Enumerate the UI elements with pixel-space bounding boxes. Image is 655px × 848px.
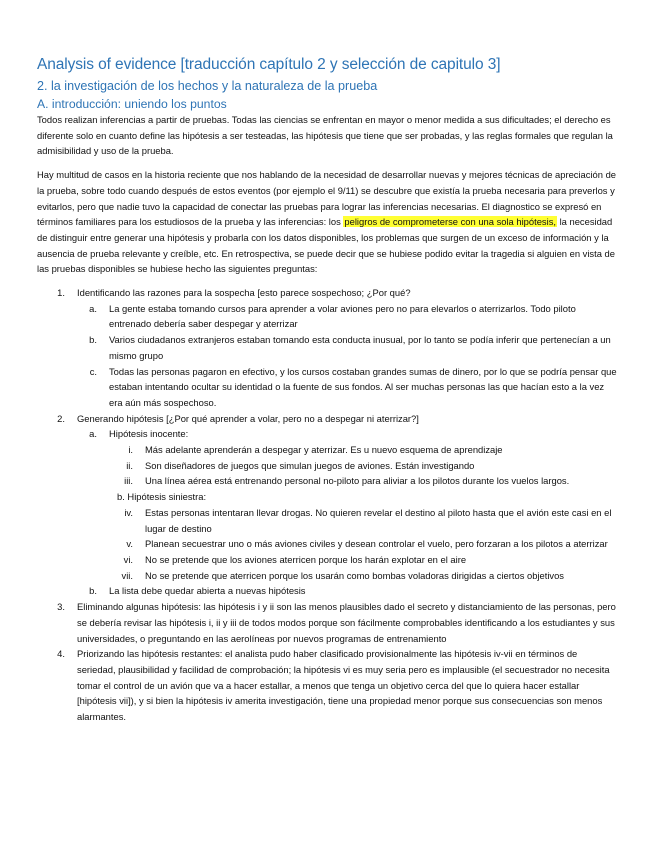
questions-list [37,285,617,725]
list-number: iii. [124,475,133,487]
list-number: 2. [57,412,65,424]
sub-sub-list-item [109,505,617,536]
document-content [37,55,617,725]
list-number: a. [89,428,97,440]
list-text: Hipótesis inocente: [109,428,189,440]
sub-list-item [77,426,617,442]
list-text: Una línea aérea está entrenando personal no-piloto para aliviar a los pilotos durante los vuelos largos. [145,475,570,487]
paragraph-context-end: la necesidad de distinguir entre generar una hipótesis y probarla con los datos disponibles, los problemas que surgen de un exceso de información y la ausencia de prueba relevante y creíble, etc. En retrospectiva, se puede decir que se hubiese podido evitar la tragedia si alguien en vista de las pruebas disponibles se hubiese hecho las siguientes preguntas: [37,216,615,275]
list-number: 4. [57,648,65,660]
paragraph-context [37,167,617,277]
list-text: No se pretende que aterricen porque los usarán como bombas voladoras dirigidas a ciertos objetivos [145,569,564,581]
sub-list-item [77,364,617,411]
sub-sub-list-item [109,568,617,584]
list-text: Todas las personas pagaron en efectivo, y los cursos costaban grandes sumas de dinero, por lo que se podría pensar que estaban intentando ocultar su identidad o la fuente de sus fondos. Al ser muchas personas las que hacían esto a la vez era aún más sospechoso. [109,365,617,408]
list-text: No se pretende que los aviones aterricen porque los harán explotar en el aire [145,553,467,565]
list-number: b. [89,585,97,597]
sub-sub-list-item [109,458,617,474]
list-text: Eliminando algunas hipótesis: las hipótesis i y ii son las menos plausibles dado el secreto y distanciamiento de las personas, pero se debería revisar las hipótesis i, ii y iii de todos modos porque son fácilmente comprobables identificando a los estudiantes y sus universidades, o preguntando en las aerolíneas por nuevos programas de entrenamiento [77,601,616,644]
sub-list-item [77,301,617,332]
list-text: Son diseñadores de juegos que simulan juegos de aviones. Están investigando [145,459,475,471]
sub-sub-list-item [109,473,617,489]
list-item [37,411,617,599]
highlighted-phrase: peligros de comprometerse con una sola hipótesis, [344,216,556,228]
list-number: vii. [121,569,133,581]
list-text: Más adelante aprenderán a despegar y aterrizar. Es u nuevo esquema de aprendizaje [145,444,503,456]
list-number: vi. [123,553,133,565]
list-text: Priorizando las hipótesis restantes: el analista pudo haber clasificado provisionalmente las hipótesis iv-vii en términos de seriedad, plausibilidad y facilidad de comprobación; la hipótesis vi es muy seria pero es implausible (el secuestrador no necesita tomar el control de un avión que va a hacer estallar, a menos que tenga un objetivo cerca del que lo quiera hacer estallar [hipótesis vii]), y si bien la hipótesis iv amerita investigación, tiene una propiedad menor porque sus consecuencias son menos alarmantes. [77,648,610,723]
list-text: Generando hipótesis [¿Por qué aprender a volar, pero no a despegar ni aterrizar?] [77,412,419,424]
list-text: Planean secuestrar uno o más aviones civiles y desean controlar el vuelo, pero forzaran a los pilotos a aterrizar [145,538,608,550]
list-item [37,285,617,411]
list-text: La gente estaba tomando cursos para aprender a volar aviones pero no para elevarlos o aterrizarlos. Todo piloto entrenado debería saber despegar y aterrizar [109,302,576,330]
sub-sub-list-item [109,442,617,458]
list-text: Varios ciudadanos extranjeros estaban tomando esta conducta inusual, por lo tanto se podía inferir que pertenecían a un mismo grupo [109,334,611,361]
sub-list-item [77,583,617,599]
list-number: 1. [57,287,65,299]
paragraph-context-start: Hay multitud de casos en la historia reciente que nos hablando de la necesidad de desarrollar nuevas y mejores técnicas de apreciación de la prueba, sobre todo cuando después de estos eventos (por ejemplo el 9/11) se descubre que existía la prueba necesaria para preverlos y evitarlos, pero que nadie tuvo la capacidad de conectar las pruebas para lograr las inferencias necesarias. El diagnostico se expresó en términos familiares para los estudiosos de la prueba y las inferencias: los [37,169,616,228]
section-heading: 2. la investigación de los hechos y la naturaleza de la prueba [37,79,378,93]
sub-list-item [117,489,617,505]
sub-sub-list-item [109,552,617,568]
list-text: Estas personas intentaran llevar drogas. No quieren revelar el destino al piloto hasta que el avión este casi en el lugar de destino [145,506,612,534]
sub-list-item [77,332,617,363]
list-number: 3. [57,601,65,613]
list-number: v. [126,538,133,550]
subsection-heading: A. introducción: uniendo los puntos [37,97,227,111]
sub-sub-list-item [109,536,617,552]
list-text: Identificando las razones para la sospecha [esto parece sospechoso; ¿Por qué? [77,287,411,299]
list-number: i. [128,444,133,456]
document-title: Analysis of evidence [traducción capítulo 2 y selección de capitulo 3] [37,56,501,73]
list-number: a. [89,302,97,314]
list-number: iv. [124,506,133,518]
list-number: c. [89,365,97,377]
list-number: ii. [126,459,133,471]
list-item [37,646,617,725]
paragraph-intro: Todos realizan inferencias a partir de pruebas. Todas las ciencias se enfrentan en mayor o menor medida a sus dificultades; el derecho es diferente solo en cuanto define las hipótesis a ser testeadas, las hipótesis que tiene que ser probadas, y las reglas formales que regulan la admisibilidad y uso de la prueba. [37,114,613,157]
list-number: b. [89,334,97,346]
list-text: La lista debe quedar abierta a nuevas hipótesis [109,585,306,597]
list-text: b. Hipótesis siniestra: [117,491,207,503]
list-item [37,599,617,646]
